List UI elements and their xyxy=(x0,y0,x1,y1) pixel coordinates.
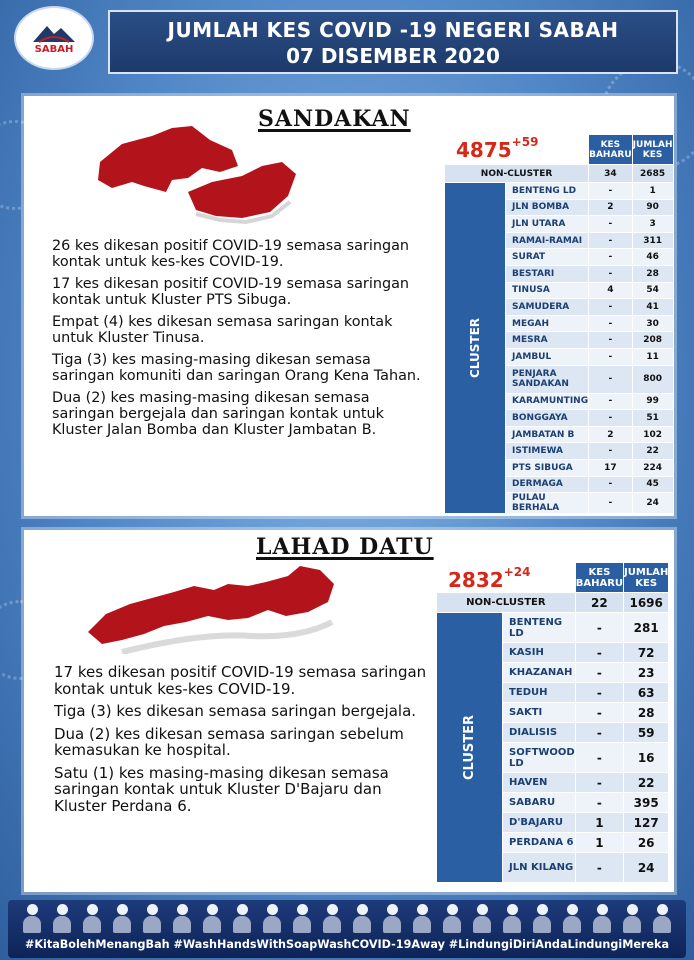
cluster-name: JAMBUL xyxy=(506,348,589,365)
cluster-new: - xyxy=(589,493,633,514)
non-cluster-total: 2685 xyxy=(632,165,673,183)
cluster-new: - xyxy=(589,393,633,410)
person-icon xyxy=(652,904,672,934)
mountain-icon xyxy=(31,22,77,44)
cluster-name: BENTENG LD xyxy=(506,183,589,200)
cluster-new: - xyxy=(589,443,633,460)
col-header-total: JUMLAH KES xyxy=(624,563,669,593)
person-icon xyxy=(562,904,582,934)
cluster-new: 1 xyxy=(575,813,623,833)
person-icon xyxy=(442,904,462,934)
non-cluster-label: NON-CLUSTER xyxy=(445,165,589,183)
cluster-total: 1 xyxy=(632,183,673,200)
cluster-new: - xyxy=(575,793,623,813)
lahad-datu-description xyxy=(54,664,434,820)
cluster-total: 46 xyxy=(632,249,673,266)
description-paragraph: Tiga (3) kes masing-masing dikesan semasa saringan komuniti dan saringan Orang Kena Tahan. xyxy=(52,352,421,384)
cluster-total: 24 xyxy=(632,493,673,514)
cluster-total: 63 xyxy=(624,683,669,703)
cluster-new: - xyxy=(589,348,633,365)
person-icon xyxy=(472,904,492,934)
description-paragraph: Tiga (3) kes dikesan semasa saringan bergejala. xyxy=(54,702,417,720)
cluster-new: - xyxy=(589,265,633,282)
description-paragraph: Dua (2) kes masing-masing dikesan semasa saringan bergejala dan saringan kontak untuk Kluster Jalan Bomba dan Kluster Jambatan B. xyxy=(52,390,384,438)
cluster-new: - xyxy=(575,703,623,723)
cluster-name: D'BAJARU xyxy=(503,813,576,833)
cluster-side-label: CLUSTER xyxy=(445,183,506,514)
cluster-name: BENTENG LD xyxy=(503,613,576,643)
person-icon xyxy=(592,904,612,934)
cluster-total: 51 xyxy=(632,410,673,427)
cluster-total: 800 xyxy=(632,365,673,393)
lahad-datu-map-icon xyxy=(82,562,342,654)
person-icon xyxy=(82,904,102,934)
cluster-side-label: CLUSTER xyxy=(437,613,503,883)
total-cases-value: 4875 xyxy=(456,138,512,162)
non-cluster-new: 22 xyxy=(575,593,623,613)
cluster-new: - xyxy=(589,365,633,393)
page-header xyxy=(108,10,678,74)
cluster-new: - xyxy=(589,315,633,332)
description-paragraph: 17 kes dikesan positif COVID-19 semasa saringan kontak untuk kes-kes COVID-19. xyxy=(54,663,427,698)
cluster-total: 311 xyxy=(632,232,673,249)
sandakan-panel xyxy=(24,96,674,516)
cluster-total: 208 xyxy=(632,332,673,349)
cluster-name: JLN BOMBA xyxy=(506,199,589,216)
cluster-total: 99 xyxy=(632,393,673,410)
cluster-total: 281 xyxy=(624,613,669,643)
cluster-new: - xyxy=(589,183,633,200)
person-icon xyxy=(322,904,342,934)
table-row xyxy=(437,613,669,643)
person-icon xyxy=(502,904,522,934)
description-paragraph: Empat (4) kes dikesan semasa saringan kontak untuk Kluster Tinusa. xyxy=(52,314,393,346)
cluster-new: - xyxy=(589,216,633,233)
person-icon xyxy=(22,904,42,934)
cluster-new: - xyxy=(575,613,623,643)
person-icon xyxy=(52,904,72,934)
cluster-total: 22 xyxy=(632,443,673,460)
cluster-new: 2 xyxy=(589,426,633,443)
district-title-lahad-datu: LAHAD DATU xyxy=(256,534,434,560)
cluster-name: JAMBATAN B xyxy=(506,426,589,443)
cluster-total: 45 xyxy=(632,476,673,493)
non-cluster-total: 1696 xyxy=(624,593,669,613)
lahad-datu-panel xyxy=(24,530,674,892)
cluster-name: JLN KILANG xyxy=(503,853,576,883)
cluster-name: KASIH xyxy=(503,643,576,663)
cluster-name: ISTIMEWA xyxy=(506,443,589,460)
cluster-name: PULAU BERHALA xyxy=(506,493,589,514)
cluster-total: 72 xyxy=(624,643,669,663)
cluster-new: 2 xyxy=(589,199,633,216)
col-header-total: JUMLAH KES xyxy=(632,135,673,165)
cluster-total: 26 xyxy=(624,833,669,853)
cluster-name: BONGGAYA xyxy=(506,410,589,427)
cluster-name: MESRA xyxy=(506,332,589,349)
cluster-total: 28 xyxy=(624,703,669,723)
page-title: JUMLAH KES COVID -19 NEGERI SABAH xyxy=(167,18,619,42)
non-cluster-label: NON-CLUSTER xyxy=(437,593,576,613)
cluster-name: DIALISIS xyxy=(503,723,576,743)
cluster-new: - xyxy=(589,299,633,316)
cluster-total: 102 xyxy=(632,426,673,443)
cluster-new: - xyxy=(589,232,633,249)
cluster-total: 24 xyxy=(624,853,669,883)
frontliner-figures xyxy=(22,904,672,936)
sabah-health-logo xyxy=(14,6,94,70)
sandakan-description xyxy=(52,238,432,444)
cluster-total: 59 xyxy=(624,723,669,743)
person-icon xyxy=(172,904,192,934)
cluster-new: 1 xyxy=(575,833,623,853)
cluster-name: PERDANA 6 xyxy=(503,833,576,853)
person-icon xyxy=(112,904,132,934)
person-icon xyxy=(142,904,162,934)
cluster-total: 54 xyxy=(632,282,673,299)
sandakan-cluster-table xyxy=(444,134,674,514)
cluster-new: - xyxy=(575,723,623,743)
new-cases-value: +24 xyxy=(503,565,531,579)
person-icon xyxy=(382,904,402,934)
person-icon xyxy=(202,904,222,934)
cluster-total: 41 xyxy=(632,299,673,316)
non-cluster-new: 34 xyxy=(589,165,633,183)
cluster-name: HAVEN xyxy=(503,773,576,793)
cluster-new: - xyxy=(575,683,623,703)
col-header-new: KES BAHARU xyxy=(575,563,623,593)
cluster-total: 224 xyxy=(632,459,673,476)
sandakan-map-icon xyxy=(92,122,312,232)
person-icon xyxy=(352,904,372,934)
cluster-total: 11 xyxy=(632,348,673,365)
cluster-name: TINUSA xyxy=(506,282,589,299)
hashtag-line: #KitaBolehMenangBah #WashHandsWithSoapWashCOVID-19Away #LindungiDiriAndaLindungiMereka xyxy=(24,938,670,951)
cluster-new: - xyxy=(575,773,623,793)
lahad-datu-cluster-table xyxy=(436,562,669,883)
person-icon xyxy=(412,904,432,934)
cluster-name: RAMAI-RAMAI xyxy=(506,232,589,249)
cluster-name: MEGAH xyxy=(506,315,589,332)
cluster-name: KHAZANAH xyxy=(503,663,576,683)
cluster-new: - xyxy=(575,663,623,683)
cluster-name: SABARU xyxy=(503,793,576,813)
cluster-new: - xyxy=(589,410,633,427)
cluster-new: - xyxy=(575,643,623,663)
non-cluster-row xyxy=(437,593,669,613)
cluster-name: SOFTWOOD LD xyxy=(503,743,576,773)
person-icon xyxy=(292,904,312,934)
cluster-name: TEDUH xyxy=(503,683,576,703)
cluster-new: 4 xyxy=(589,282,633,299)
cluster-new: 17 xyxy=(589,459,633,476)
person-icon xyxy=(262,904,282,934)
cluster-new: - xyxy=(589,476,633,493)
non-cluster-row xyxy=(445,165,674,183)
cluster-name: KARAMUNTING xyxy=(506,393,589,410)
page-date: 07 DISEMBER 2020 xyxy=(286,44,500,68)
description-paragraph: Dua (2) kes dikesan semasa saringan sebelum kemasukan ke hospital. xyxy=(54,724,404,759)
cluster-total: 16 xyxy=(624,743,669,773)
cluster-name: SAKTI xyxy=(503,703,576,723)
district-title-sandakan: SANDAKAN xyxy=(258,106,411,132)
description-paragraph: 17 kes dikesan positif COVID-19 semasa saringan kontak untuk Kluster PTS Sibuga. xyxy=(52,276,410,308)
person-icon xyxy=(622,904,642,934)
cluster-new: - xyxy=(575,743,623,773)
cluster-name: JLN UTARA xyxy=(506,216,589,233)
cluster-total: 395 xyxy=(624,793,669,813)
person-icon xyxy=(232,904,252,934)
table-row xyxy=(445,183,674,200)
footer-banner xyxy=(8,900,686,958)
cluster-total: 127 xyxy=(624,813,669,833)
person-icon xyxy=(532,904,552,934)
cluster-name: PTS SIBUGA xyxy=(506,459,589,476)
cluster-name: PENJARA SANDAKAN xyxy=(506,365,589,393)
cluster-name: SURAT xyxy=(506,249,589,266)
cluster-total: 23 xyxy=(624,663,669,683)
cluster-total: 90 xyxy=(632,199,673,216)
total-cases-value: 2832 xyxy=(448,568,504,592)
cluster-name: DERMAGA xyxy=(506,476,589,493)
col-header-new: KES BAHARU xyxy=(589,135,633,165)
description-paragraph: 26 kes dikesan positif COVID-19 semasa saringan kontak untuk kes-kes COVID-19. xyxy=(52,238,410,270)
cluster-total: 3 xyxy=(632,216,673,233)
cluster-name: BESTARI xyxy=(506,265,589,282)
cluster-new: - xyxy=(589,249,633,266)
cluster-total: 22 xyxy=(624,773,669,793)
description-paragraph: Satu (1) kes masing-masing dikesan semasa saringan kontak untuk Kluster D'Bajaru dan Kluster Perdana 6. xyxy=(54,763,389,815)
cluster-new: - xyxy=(589,332,633,349)
logo-text: SABAH xyxy=(34,43,74,55)
cluster-name: SAMUDERA xyxy=(506,299,589,316)
cluster-total: 28 xyxy=(632,265,673,282)
cluster-total: 30 xyxy=(632,315,673,332)
cluster-new: - xyxy=(575,853,623,883)
new-cases-value: +59 xyxy=(511,135,539,149)
